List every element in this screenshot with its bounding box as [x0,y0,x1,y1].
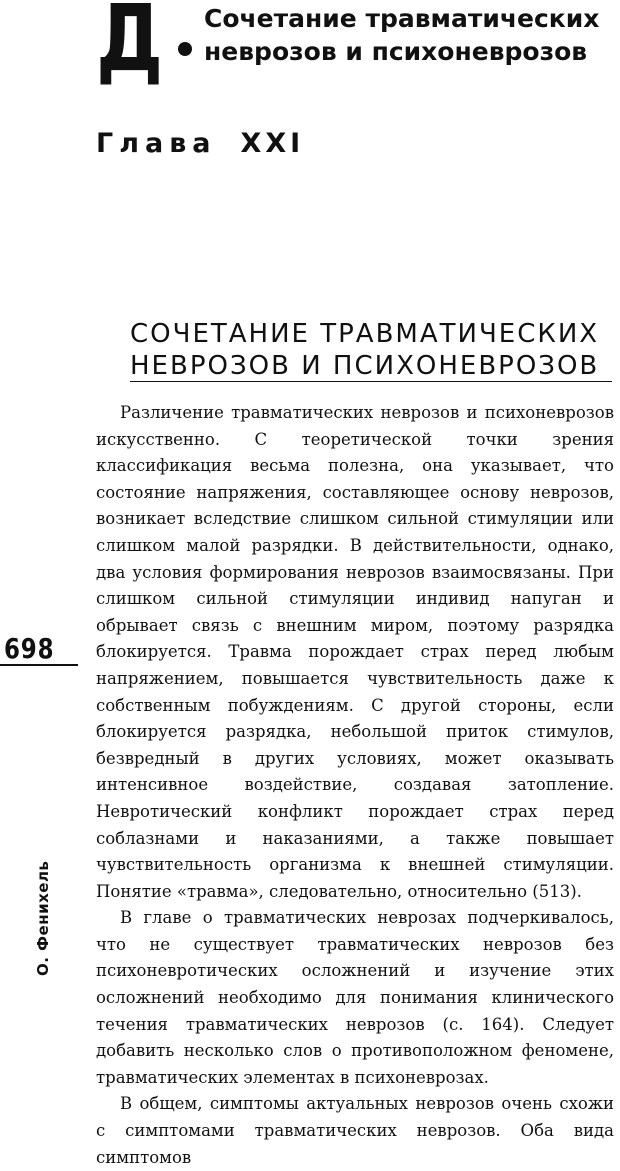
body-text [96,400,614,1171]
page-number-rule [0,664,78,666]
paragraph: Различение травматических неврозов и психоневрозов искусственно. С теоретической точки зрения классификация весьма полезна, она указывает, что состояние напряжения, составляющее основу неврозов, возникает вследствие слишком сильной стимуляции или слишком малой разрядки. В действительности, однако, два условия формирования неврозов взаимосвязаны. При слишком сильной стимуляции индивид напуган и обрывает связь с внешним миром, поэтому разрядка блокируется. Травма порождает страх перед любым напряжением, повышается чувствительность даже к собственным побуждениям. С другой стороны, если блокируется разрядка, небольшой приток стимулов, безвредный в других условиях, может оказывать интенсивное воздействие, создавая затопление. Невротический конфликт порождает страх перед соблазнами и наказаниями, а также повышает чувствительность организма к внешней стимуляции. Понятие «травма», следовательно, относительно (513). [96,403,614,901]
section-title-line: неврозов и психоневрозов [204,37,588,66]
paragraph: В главе о травматических неврозах подчеркивалось, что не существует травматических неврозов без психоневротических осложнений и изучение этих осложнений необходимо для понимания клинического течения травматических неврозов (с. 164). Следует добавить несколько слов о противоположном феномене, травматических элементах в психоневрозах. [96,908,614,1087]
running-author: О. Фенихель [34,860,52,976]
section-title [204,2,614,68]
section-letter: Д [96,0,164,92]
paragraph: В общем, симптомы актуальных неврозов очень схожи с симптомами травматических неврозов. Оба вида симптомов [96,1094,614,1167]
page-number: 698 [4,632,55,665]
chapter-heading [96,128,304,159]
article-title [130,318,610,382]
chapter-number: XXI [240,128,305,159]
section-title-line: Сочетание травматических [204,4,600,33]
article-title-line: НЕВРОЗОВ И ПСИХОНЕВРОЗОВ [130,351,600,381]
chapter-label: Глава [96,128,217,159]
title-underline [130,381,612,382]
article-title-line: СОЧЕТАНИЕ ТРАВМАТИЧЕСКИХ [130,319,600,349]
section-bullet [178,42,192,56]
